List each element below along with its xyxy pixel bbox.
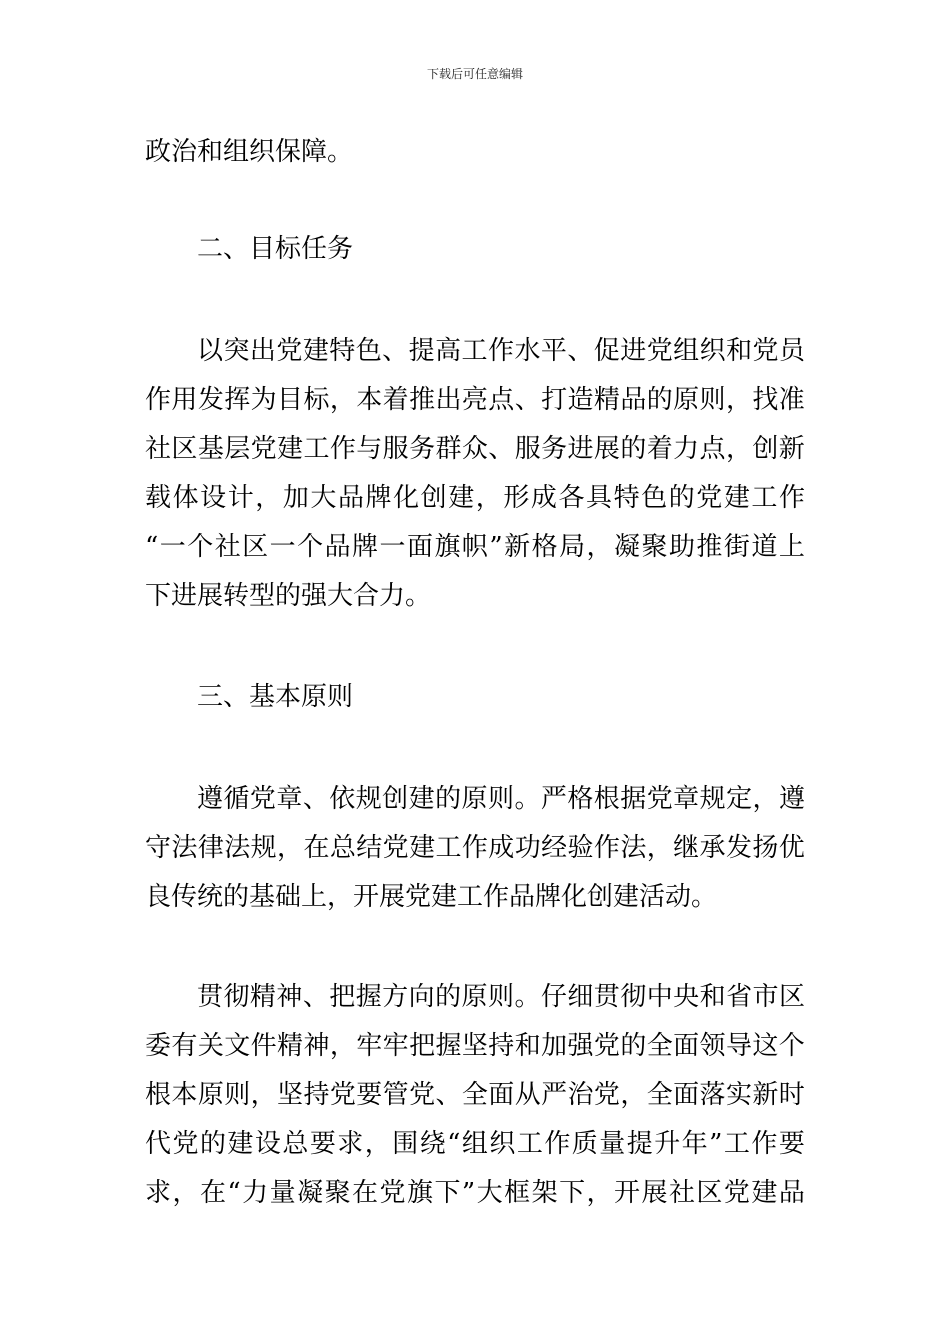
paragraph-line: 作 用 发 挥 为 目 标 ， 本 着 推 出 亮 点 、 打 造 精 品 的 原 则 ， 找 准: [145, 385, 805, 415]
paragraph-line: 下进展转型的强大合力。: [145, 581, 432, 611]
paragraph-line: 求 ， 在 “ 力 量 凝 聚 在 党 旗 下 ” 大 框 架 下 ， 开 展 社 区 党 建 品: [145, 1178, 805, 1208]
paragraph-line: “ 一 个 社 区 一 个 品 牌 一 面 旗 帜 ” 新 格 局 ， 凝 聚 助 推 街 道 上: [145, 532, 805, 562]
paragraph-line: 遵 循 党 章 、 依 规 创 建 的 原 则 。 严 格 根 据 党 章 规 定 ， 遵: [197, 784, 805, 814]
paragraph-line: 守 法 律 法 规 ， 在 总 结 党 建 工 作 成 功 经 验 作 法 ， 继 承 发 扬 优: [145, 833, 805, 863]
paragraph-line: 政治和组织保障。: [145, 137, 354, 167]
paragraph-line: 代 党 的 建 设 总 要 求 ， 围 绕 “ 组 织 工 作 质 量 提 升 年 ” 工 作 要: [145, 1129, 805, 1159]
paragraph-line: 委 有 关 文 件 精 神 ， 牢 牢 把 握 坚 持 和 加 强 党 的 全 面 领 导 这 个: [145, 1031, 805, 1061]
paragraph-line: 以 突 出 党 建 特 色 、 提 高 工 作 水 平 、 促 进 党 组 织 和 党 员: [197, 336, 805, 366]
paragraph-line: 根 本 原 则 ， 坚 持 党 要 管 党 、 全 面 从 严 治 党 ， 全 面 落 实 新 时: [145, 1080, 805, 1110]
section-heading-goals: 二、目标任务: [197, 234, 354, 264]
paragraph-line: 良传统的基础上，开展党建工作品牌化创建活动。: [145, 882, 718, 912]
paragraph-line: 社 区 基 层 党 建 工 作 与 服 务 群 众 、 服 务 进 展 的 着 力 点 ， 创 新: [145, 434, 805, 464]
page-header-note: 下载后可任意编辑: [426, 67, 523, 81]
paragraph-line: 载 体 设 计 ， 加 大 品 牌 化 创 建 ， 形 成 各 具 特 色 的 党 建 工 作: [145, 483, 805, 513]
section-heading-principles: 三、基本原则: [197, 682, 354, 712]
paragraph-line: 贯 彻 精 神 、 把 握 方 向 的 原 则 。 仔 细 贯 彻 中 央 和 省 市 区: [197, 982, 805, 1012]
